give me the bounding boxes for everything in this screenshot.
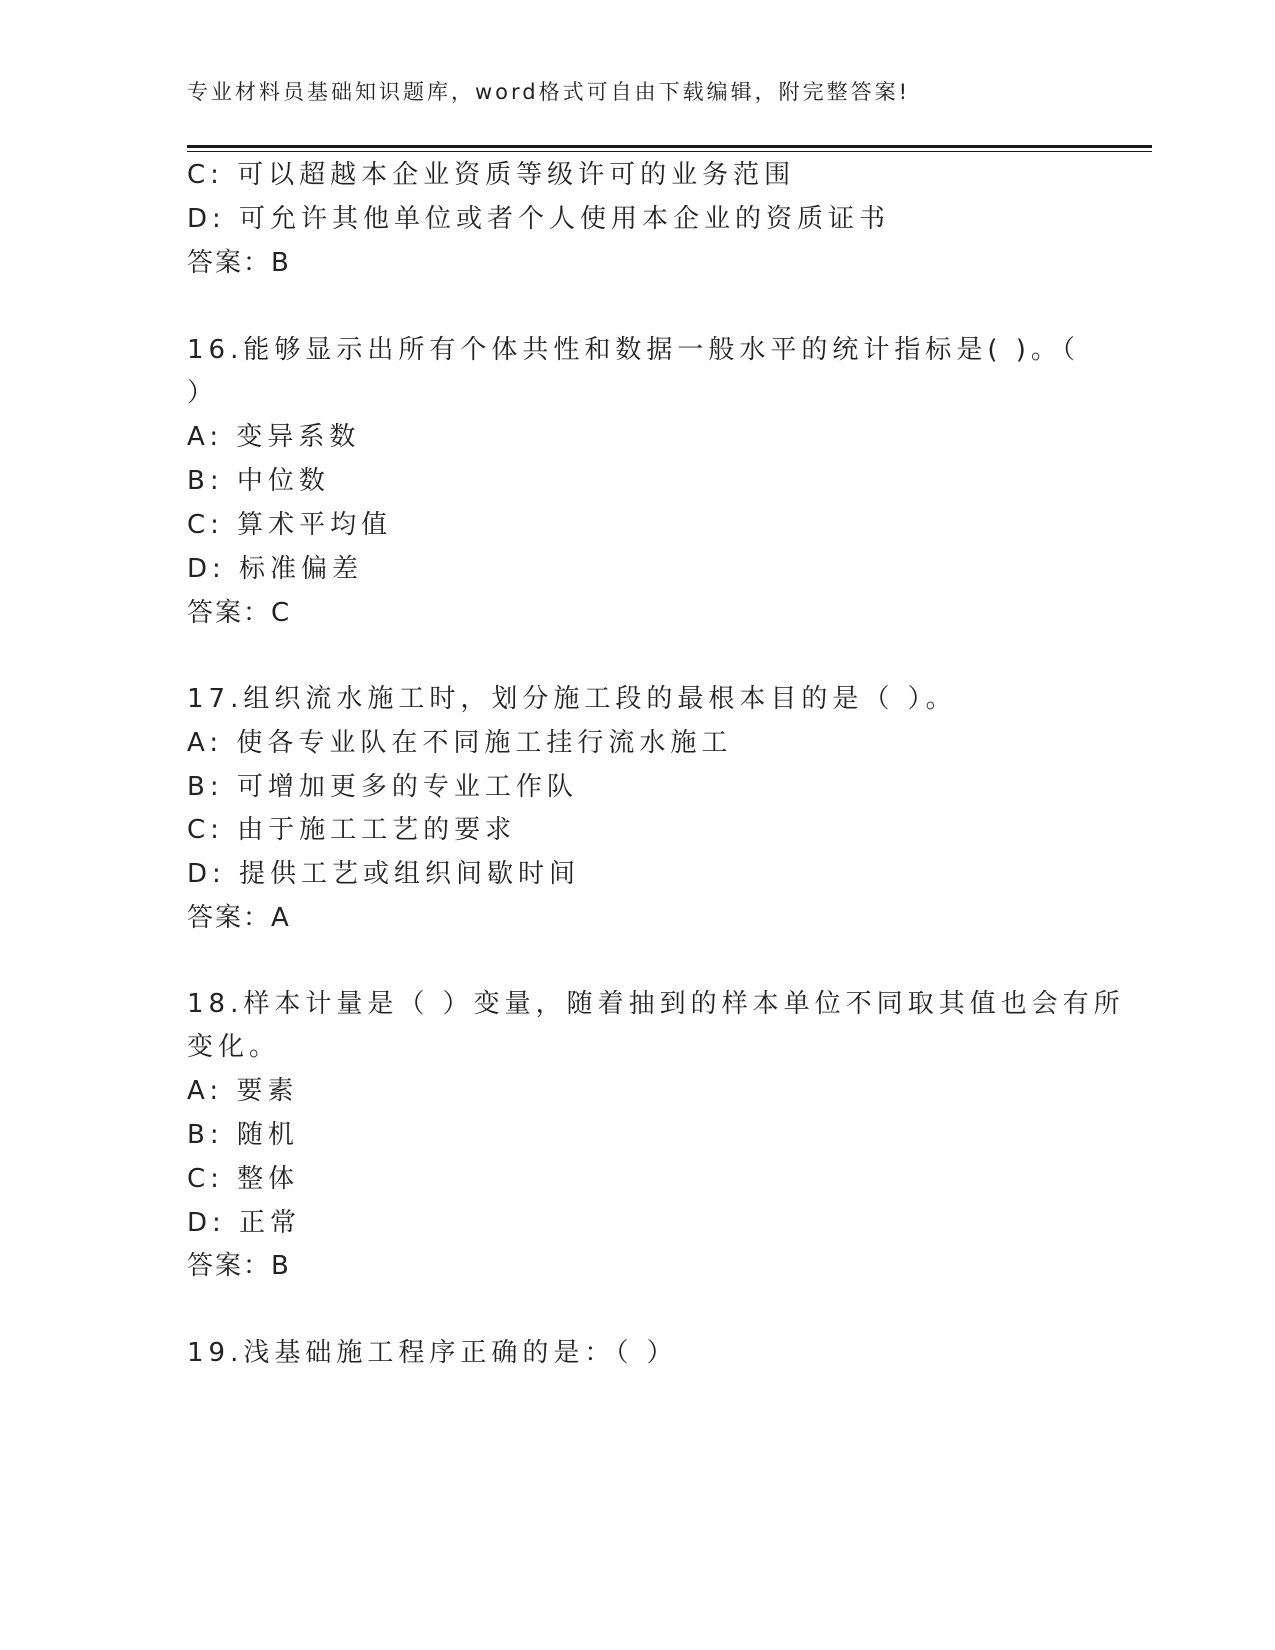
q18-answer: 答案：B (187, 1251, 291, 1281)
prev-option-c: C: 可以超越本企业资质等级许可的业务范围 (187, 160, 796, 190)
q18-stem-line2: 变化。 (187, 1032, 281, 1062)
q17-option-c: C: 由于施工工艺的要求 (187, 815, 517, 845)
page-header: 专业材料员基础知识题库，word格式可自由下载编辑，附完整答案! (187, 80, 911, 104)
q16-stem-line2: ） (187, 378, 219, 408)
q18-stem-line1: 18.样本计量是（ ）变量，随着抽到的样本单位不同取其值也会有所 (187, 989, 1125, 1019)
q17-option-d: D: 提供工艺或组织间歇时间 (187, 859, 581, 889)
q18-option-d: D: 正常 (187, 1208, 302, 1238)
q16-option-a: A: 变异系数 (187, 422, 361, 452)
q16-stem-line1: 16.能够显示出所有个体共性和数据一般水平的统计指标是( )。（ (187, 335, 1080, 365)
q16-option-b: B: 中位数 (187, 466, 330, 496)
prev-answer: 答案：B (187, 248, 291, 278)
q18-option-c: C: 整体 (187, 1164, 300, 1194)
q17-stem-line1: 17.组织流水施工时，划分施工段的最根本目的是（ ）。 (187, 684, 957, 714)
q18-option-b: B: 随机 (187, 1120, 299, 1150)
q16-answer: 答案：C (187, 598, 292, 628)
q17-option-a: A: 使各专业队在不同施工挂行流水施工 (187, 728, 733, 758)
q16-option-c: C: 算术平均值 (187, 510, 393, 540)
q18-option-a: A: 要素 (187, 1076, 299, 1106)
q17-answer: 答案：A (187, 903, 291, 933)
q19-stem-line1: 19.浅基础施工程序正确的是：（ ） (187, 1338, 678, 1368)
q16-option-d: D: 标准偏差 (187, 554, 364, 584)
prev-option-d: D: 可允许其他单位或者个人使用本企业的资质证书 (187, 204, 891, 234)
header-rule-thick (187, 145, 1152, 148)
q17-option-b: B: 可增加更多的专业工作队 (187, 772, 578, 802)
header-rule-thin (187, 151, 1152, 152)
